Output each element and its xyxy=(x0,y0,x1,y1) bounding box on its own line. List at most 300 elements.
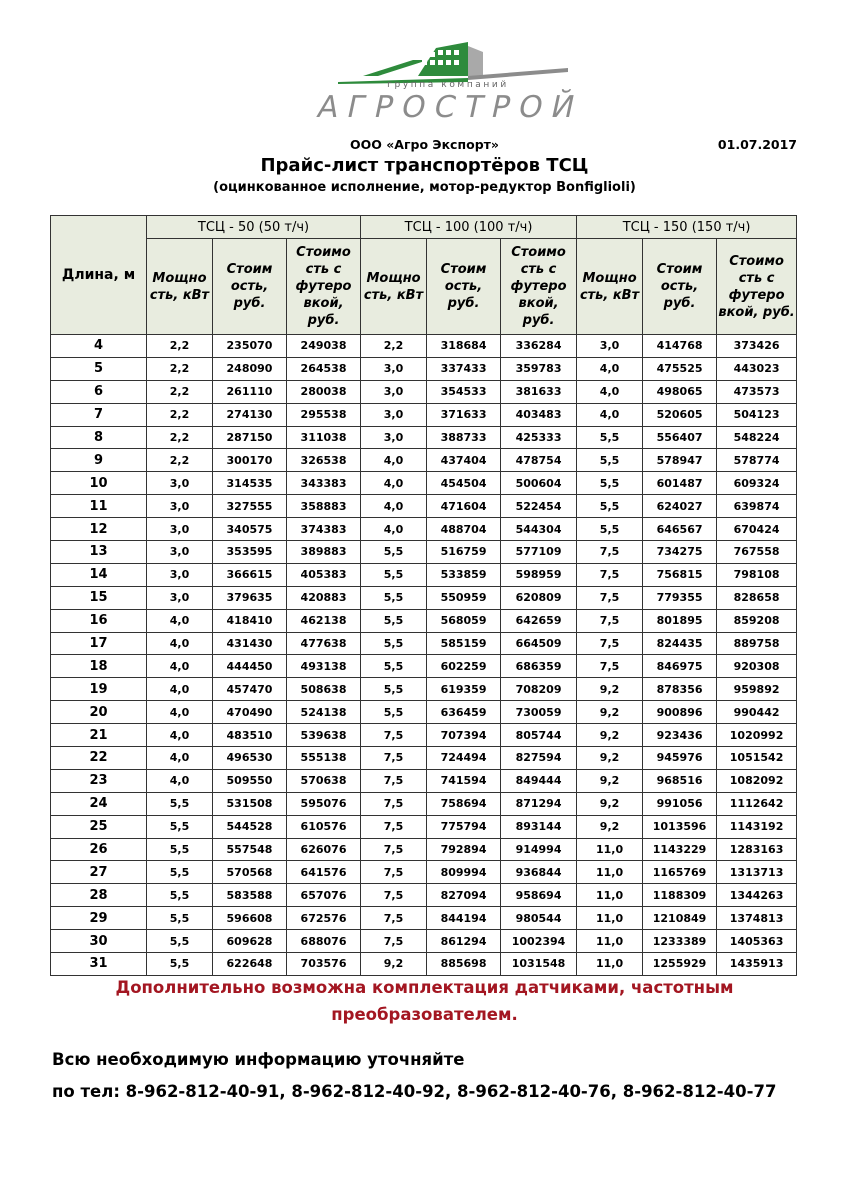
table-row xyxy=(51,747,797,770)
cell-price-lined: 849444 xyxy=(501,769,577,792)
cell-price-lined: 295538 xyxy=(287,403,361,426)
cell-power: 5,5 xyxy=(147,861,213,884)
logo-wordmark: АГРОСТРОЙ xyxy=(314,90,587,125)
cell-price: 779355 xyxy=(643,586,717,609)
cell-price: 568059 xyxy=(427,609,501,632)
cell-price-lined: 708209 xyxy=(501,678,577,701)
cell-price: 583588 xyxy=(213,884,287,907)
cell-price-lined: 1405363 xyxy=(717,930,797,953)
cell-price: 235070 xyxy=(213,335,287,358)
cell-price: 792894 xyxy=(427,838,501,861)
cell-price: 945976 xyxy=(643,747,717,770)
cell-power: 9,2 xyxy=(577,678,643,701)
cell-price-lined: 767558 xyxy=(717,541,797,564)
cell-power: 9,2 xyxy=(577,701,643,724)
cell-power: 5,5 xyxy=(147,792,213,815)
cell-price-lined: 620809 xyxy=(501,586,577,609)
table-row xyxy=(51,655,797,678)
cell-power: 2,2 xyxy=(361,335,427,358)
cell-price: 609628 xyxy=(213,930,287,953)
cell-power: 3,0 xyxy=(361,403,427,426)
cell-price: 388733 xyxy=(427,426,501,449)
cell-power: 9,2 xyxy=(361,953,427,976)
cell-power: 5,5 xyxy=(577,472,643,495)
cell-price: 516759 xyxy=(427,541,501,564)
cell-power: 4,0 xyxy=(577,403,643,426)
cell-power: 5,5 xyxy=(147,884,213,907)
logo-graphic xyxy=(318,38,584,86)
cell-length: 26 xyxy=(51,838,147,861)
cell-price-lined: 686359 xyxy=(501,655,577,678)
cell-price-lined: 359783 xyxy=(501,357,577,380)
cell-price: 544528 xyxy=(213,815,287,838)
table-row xyxy=(51,632,797,655)
cell-length: 28 xyxy=(51,884,147,907)
cell-power: 5,5 xyxy=(361,655,427,678)
cell-price: 775794 xyxy=(427,815,501,838)
cell-power: 9,2 xyxy=(577,769,643,792)
cell-price-lined: 1374813 xyxy=(717,907,797,930)
cell-price-lined: 1020992 xyxy=(717,724,797,747)
cell-power: 7,5 xyxy=(361,907,427,930)
cell-price-lined: 1051542 xyxy=(717,747,797,770)
table-row xyxy=(51,953,797,976)
cell-price: 327555 xyxy=(213,495,287,518)
cell-price: 520605 xyxy=(643,403,717,426)
cell-price: 758694 xyxy=(427,792,501,815)
cell-price-lined: 280038 xyxy=(287,380,361,403)
table-row xyxy=(51,724,797,747)
cell-length: 12 xyxy=(51,518,147,541)
cell-price-lined: 478754 xyxy=(501,449,577,472)
cell-power: 5,5 xyxy=(147,815,213,838)
table-row xyxy=(51,907,797,930)
cell-price-lined: 958694 xyxy=(501,884,577,907)
cell-price: 274130 xyxy=(213,403,287,426)
logo-caption: группа компаний xyxy=(387,80,509,90)
cell-power: 7,5 xyxy=(577,655,643,678)
subheader-price-lined: Стоимо сть с футеро вкой, руб. xyxy=(717,239,797,335)
cell-length: 8 xyxy=(51,426,147,449)
contact-phones: по тел: 8-962-812-40-91, 8-962-812-40-92, 8-962-812-40-76, 8-962-812-40-77 xyxy=(52,1082,777,1101)
cell-power: 4,0 xyxy=(577,380,643,403)
cell-price-lined: 959892 xyxy=(717,678,797,701)
cell-price-lined: 595076 xyxy=(287,792,361,815)
cell-power: 9,2 xyxy=(577,747,643,770)
cell-length: 6 xyxy=(51,380,147,403)
cell-price-lined: 641576 xyxy=(287,861,361,884)
cell-price: 724494 xyxy=(427,747,501,770)
cell-price: 885698 xyxy=(427,953,501,976)
cell-price-lined: 670424 xyxy=(717,518,797,541)
cell-price-lined: 672576 xyxy=(287,907,361,930)
cell-price-lined: 264538 xyxy=(287,357,361,380)
cell-price: 741594 xyxy=(427,769,501,792)
cell-price: 846975 xyxy=(643,655,717,678)
cell-price-lined: 462138 xyxy=(287,609,361,632)
cell-length: 7 xyxy=(51,403,147,426)
table-row xyxy=(51,609,797,632)
cell-price-lined: 473573 xyxy=(717,380,797,403)
cell-price: 624027 xyxy=(643,495,717,518)
cell-price: 314535 xyxy=(213,472,287,495)
cell-power: 11,0 xyxy=(577,953,643,976)
cell-length: 16 xyxy=(51,609,147,632)
cell-price-lined: 1082092 xyxy=(717,769,797,792)
cell-price: 248090 xyxy=(213,357,287,380)
cell-price: 437404 xyxy=(427,449,501,472)
cell-length: 10 xyxy=(51,472,147,495)
subheader-price-lined: Стоимо сть с футеро вкой, руб. xyxy=(501,239,577,335)
cell-price-lined: 914994 xyxy=(501,838,577,861)
cell-price: 756815 xyxy=(643,563,717,586)
cell-power: 11,0 xyxy=(577,838,643,861)
cell-price-lined: 544304 xyxy=(501,518,577,541)
cell-price-lined: 381633 xyxy=(501,380,577,403)
cell-price: 1255929 xyxy=(643,953,717,976)
cell-power: 5,5 xyxy=(577,518,643,541)
table-row xyxy=(51,495,797,518)
cell-power: 7,5 xyxy=(361,838,427,861)
cell-price: 496530 xyxy=(213,747,287,770)
cell-price: 923436 xyxy=(643,724,717,747)
cell-price: 353595 xyxy=(213,541,287,564)
cell-power: 5,5 xyxy=(147,838,213,861)
cell-price-lined: 374383 xyxy=(287,518,361,541)
cell-power: 3,0 xyxy=(361,426,427,449)
cell-power: 3,0 xyxy=(147,541,213,564)
table-row xyxy=(51,335,797,358)
cell-price-lined: 703576 xyxy=(287,953,361,976)
cell-price-lined: 889758 xyxy=(717,632,797,655)
cell-price: 1233389 xyxy=(643,930,717,953)
cell-price-lined: 1283163 xyxy=(717,838,797,861)
cell-price-lined: 871294 xyxy=(501,792,577,815)
cell-price: 1188309 xyxy=(643,884,717,907)
cell-price-lined: 405383 xyxy=(287,563,361,586)
cell-price: 300170 xyxy=(213,449,287,472)
cell-power: 4,0 xyxy=(147,724,213,747)
cell-price: 844194 xyxy=(427,907,501,930)
cell-price-lined: 249038 xyxy=(287,335,361,358)
cell-price: 550959 xyxy=(427,586,501,609)
cell-price: 585159 xyxy=(427,632,501,655)
cell-length: 19 xyxy=(51,678,147,701)
subheader-power: Мощно сть, кВт xyxy=(361,239,427,335)
cell-power: 4,0 xyxy=(147,678,213,701)
cell-price: 431430 xyxy=(213,632,287,655)
cell-length: 5 xyxy=(51,357,147,380)
cell-price-lined: 555138 xyxy=(287,747,361,770)
cell-price: 1210849 xyxy=(643,907,717,930)
subheader-power: Мощно сть, кВт xyxy=(577,239,643,335)
cell-price: 824435 xyxy=(643,632,717,655)
cell-price-lined: 420883 xyxy=(287,586,361,609)
table-row xyxy=(51,701,797,724)
cell-price: 900896 xyxy=(643,701,717,724)
cell-price-lined: 626076 xyxy=(287,838,361,861)
contact-info xyxy=(52,1044,776,1108)
cell-price: 861294 xyxy=(427,930,501,953)
group-header-tsc-150: ТСЦ - 150 (150 т/ч) xyxy=(577,216,797,239)
cell-price: 418410 xyxy=(213,609,287,632)
cell-price-lined: 1002394 xyxy=(501,930,577,953)
cell-power: 2,2 xyxy=(147,380,213,403)
cell-power: 5,5 xyxy=(361,586,427,609)
table-row xyxy=(51,838,797,861)
cell-power: 7,5 xyxy=(577,609,643,632)
cell-power: 11,0 xyxy=(577,884,643,907)
cell-price: 622648 xyxy=(213,953,287,976)
cell-power: 5,5 xyxy=(361,609,427,632)
cell-power: 7,5 xyxy=(577,563,643,586)
cell-length: 20 xyxy=(51,701,147,724)
cell-price-lined: 936844 xyxy=(501,861,577,884)
cell-price: 354533 xyxy=(427,380,501,403)
cell-power: 4,0 xyxy=(147,609,213,632)
cell-price: 261110 xyxy=(213,380,287,403)
cell-price-lined: 311038 xyxy=(287,426,361,449)
cell-price: 379635 xyxy=(213,586,287,609)
cell-power: 7,5 xyxy=(577,541,643,564)
cell-price: 1143229 xyxy=(643,838,717,861)
cell-price: 533859 xyxy=(427,563,501,586)
cell-price-lined: 570638 xyxy=(287,769,361,792)
cell-price-lined: 539638 xyxy=(287,724,361,747)
cell-power: 9,2 xyxy=(577,792,643,815)
company-name: ООО «Агро Экспорт» xyxy=(350,137,499,152)
cell-price-lined: 524138 xyxy=(287,701,361,724)
cell-price-lined: 522454 xyxy=(501,495,577,518)
cell-price: 509550 xyxy=(213,769,287,792)
cell-power: 4,0 xyxy=(361,495,427,518)
cell-price: 968516 xyxy=(643,769,717,792)
length-column-header: Длина, м xyxy=(51,216,147,335)
cell-power: 9,2 xyxy=(577,815,643,838)
cell-power: 3,0 xyxy=(147,586,213,609)
cell-power: 5,5 xyxy=(361,678,427,701)
cell-power: 4,0 xyxy=(577,357,643,380)
subheader-price-lined: Стоимо сть с футеро вкой, руб. xyxy=(287,239,361,335)
cell-price-lined: 664509 xyxy=(501,632,577,655)
cell-power: 7,5 xyxy=(577,586,643,609)
cell-power: 7,5 xyxy=(577,632,643,655)
cell-price-lined: 639874 xyxy=(717,495,797,518)
cell-power: 5,5 xyxy=(361,632,427,655)
cell-length: 14 xyxy=(51,563,147,586)
cell-price-lined: 403483 xyxy=(501,403,577,426)
cell-length: 18 xyxy=(51,655,147,678)
table-row xyxy=(51,563,797,586)
cell-length: 4 xyxy=(51,335,147,358)
cell-price-lined: 1435913 xyxy=(717,953,797,976)
cell-length: 13 xyxy=(51,541,147,564)
cell-price: 801895 xyxy=(643,609,717,632)
cell-power: 2,2 xyxy=(147,357,213,380)
table-group-header-row xyxy=(51,216,797,239)
cell-price: 707394 xyxy=(427,724,501,747)
cell-price: 601487 xyxy=(643,472,717,495)
cell-length: 24 xyxy=(51,792,147,815)
cell-power: 4,0 xyxy=(361,472,427,495)
price-table-body xyxy=(51,335,797,976)
cell-power: 3,0 xyxy=(147,518,213,541)
cell-price: 483510 xyxy=(213,724,287,747)
cell-price: 366615 xyxy=(213,563,287,586)
cell-price: 498065 xyxy=(643,380,717,403)
additional-options-note xyxy=(0,974,849,1028)
note-line-2: преобразователем. xyxy=(331,1005,518,1024)
cell-power: 7,5 xyxy=(361,861,427,884)
cell-length: 22 xyxy=(51,747,147,770)
cell-price-lined: 389883 xyxy=(287,541,361,564)
table-row xyxy=(51,541,797,564)
cell-power: 7,5 xyxy=(361,815,427,838)
cell-price-lined: 1313713 xyxy=(717,861,797,884)
table-row xyxy=(51,380,797,403)
table-row xyxy=(51,426,797,449)
cell-power: 11,0 xyxy=(577,930,643,953)
cell-price: 809994 xyxy=(427,861,501,884)
cell-length: 31 xyxy=(51,953,147,976)
cell-price: 531508 xyxy=(213,792,287,815)
cell-power: 7,5 xyxy=(361,884,427,907)
cell-price-lined: 1143192 xyxy=(717,815,797,838)
cell-power: 7,5 xyxy=(361,724,427,747)
cell-power: 5,5 xyxy=(147,930,213,953)
cell-power: 5,5 xyxy=(577,495,643,518)
cell-price-lined: 1031548 xyxy=(501,953,577,976)
cell-price: 1165769 xyxy=(643,861,717,884)
cell-price: 570568 xyxy=(213,861,287,884)
cell-price: 454504 xyxy=(427,472,501,495)
cell-price-lined: 548224 xyxy=(717,426,797,449)
cell-price-lined: 657076 xyxy=(287,884,361,907)
cell-price-lined: 827594 xyxy=(501,747,577,770)
group-header-tsc-50: ТСЦ - 50 (50 т/ч) xyxy=(147,216,361,239)
cell-length: 23 xyxy=(51,769,147,792)
cell-power: 4,0 xyxy=(361,449,427,472)
cell-price: 337433 xyxy=(427,357,501,380)
cell-price-lined: 504123 xyxy=(717,403,797,426)
cell-price-lined: 336284 xyxy=(501,335,577,358)
cell-power: 5,5 xyxy=(361,541,427,564)
cell-price-lined: 598959 xyxy=(501,563,577,586)
cell-price-lined: 500604 xyxy=(501,472,577,495)
cell-power: 3,0 xyxy=(361,357,427,380)
cell-price: 1013596 xyxy=(643,815,717,838)
cell-power: 4,0 xyxy=(147,701,213,724)
cell-price-lined: 493138 xyxy=(287,655,361,678)
cell-price: 457470 xyxy=(213,678,287,701)
cell-price-lined: 1112642 xyxy=(717,792,797,815)
cell-price-lined: 578774 xyxy=(717,449,797,472)
cell-price: 636459 xyxy=(427,701,501,724)
cell-length: 21 xyxy=(51,724,147,747)
cell-length: 17 xyxy=(51,632,147,655)
cell-price: 734275 xyxy=(643,541,717,564)
cell-price: 557548 xyxy=(213,838,287,861)
table-row xyxy=(51,518,797,541)
cell-price: 827094 xyxy=(427,884,501,907)
cell-price: 646567 xyxy=(643,518,717,541)
cell-power: 3,0 xyxy=(147,472,213,495)
cell-price: 475525 xyxy=(643,357,717,380)
cell-power: 5,5 xyxy=(147,953,213,976)
cell-power: 3,0 xyxy=(147,495,213,518)
cell-price: 602259 xyxy=(427,655,501,678)
cell-price: 991056 xyxy=(643,792,717,815)
cell-price-lined: 508638 xyxy=(287,678,361,701)
cell-price-lined: 805744 xyxy=(501,724,577,747)
cell-power: 3,0 xyxy=(147,563,213,586)
cell-length: 9 xyxy=(51,449,147,472)
cell-price: 488704 xyxy=(427,518,501,541)
cell-power: 7,5 xyxy=(361,769,427,792)
table-row xyxy=(51,769,797,792)
cell-price: 444450 xyxy=(213,655,287,678)
cell-power: 5,5 xyxy=(361,563,427,586)
table-row xyxy=(51,884,797,907)
table-row xyxy=(51,861,797,884)
cell-power: 11,0 xyxy=(577,907,643,930)
cell-price-lined: 688076 xyxy=(287,930,361,953)
cell-price-lined: 642659 xyxy=(501,609,577,632)
cell-price: 414768 xyxy=(643,335,717,358)
cell-price: 578947 xyxy=(643,449,717,472)
cell-price-lined: 920308 xyxy=(717,655,797,678)
table-row xyxy=(51,678,797,701)
table-row xyxy=(51,403,797,426)
cell-price-lined: 859208 xyxy=(717,609,797,632)
cell-power: 7,5 xyxy=(361,747,427,770)
cell-price-lined: 730059 xyxy=(501,701,577,724)
cell-power: 5,5 xyxy=(361,701,427,724)
cell-price-lined: 990442 xyxy=(717,701,797,724)
cell-length: 30 xyxy=(51,930,147,953)
cell-length: 29 xyxy=(51,907,147,930)
cell-length: 25 xyxy=(51,815,147,838)
cell-length: 11 xyxy=(51,495,147,518)
subheader-power: Мощно сть, кВт xyxy=(147,239,213,335)
cell-price: 371633 xyxy=(427,403,501,426)
table-row xyxy=(51,792,797,815)
table-row xyxy=(51,449,797,472)
cell-power: 3,0 xyxy=(577,335,643,358)
cell-price-lined: 798108 xyxy=(717,563,797,586)
contact-line-1: Всю необходимую информацию уточняйте xyxy=(52,1050,465,1069)
cell-power: 5,5 xyxy=(577,449,643,472)
cell-price: 556407 xyxy=(643,426,717,449)
cell-price-lined: 373426 xyxy=(717,335,797,358)
table-row xyxy=(51,357,797,380)
cell-power: 4,0 xyxy=(147,632,213,655)
cell-power: 2,2 xyxy=(147,449,213,472)
subheader-price: Стоим ость, руб. xyxy=(213,239,287,335)
cell-power: 3,0 xyxy=(361,380,427,403)
cell-power: 4,0 xyxy=(147,769,213,792)
cell-power: 5,5 xyxy=(577,426,643,449)
cell-power: 2,2 xyxy=(147,335,213,358)
price-table xyxy=(50,215,797,976)
cell-price-lined: 425333 xyxy=(501,426,577,449)
subheader-price: Стоим ость, руб. xyxy=(643,239,717,335)
cell-price-lined: 610576 xyxy=(287,815,361,838)
cell-power: 4,0 xyxy=(147,655,213,678)
cell-power: 7,5 xyxy=(361,930,427,953)
cell-power: 9,2 xyxy=(577,724,643,747)
cell-power: 4,0 xyxy=(147,747,213,770)
